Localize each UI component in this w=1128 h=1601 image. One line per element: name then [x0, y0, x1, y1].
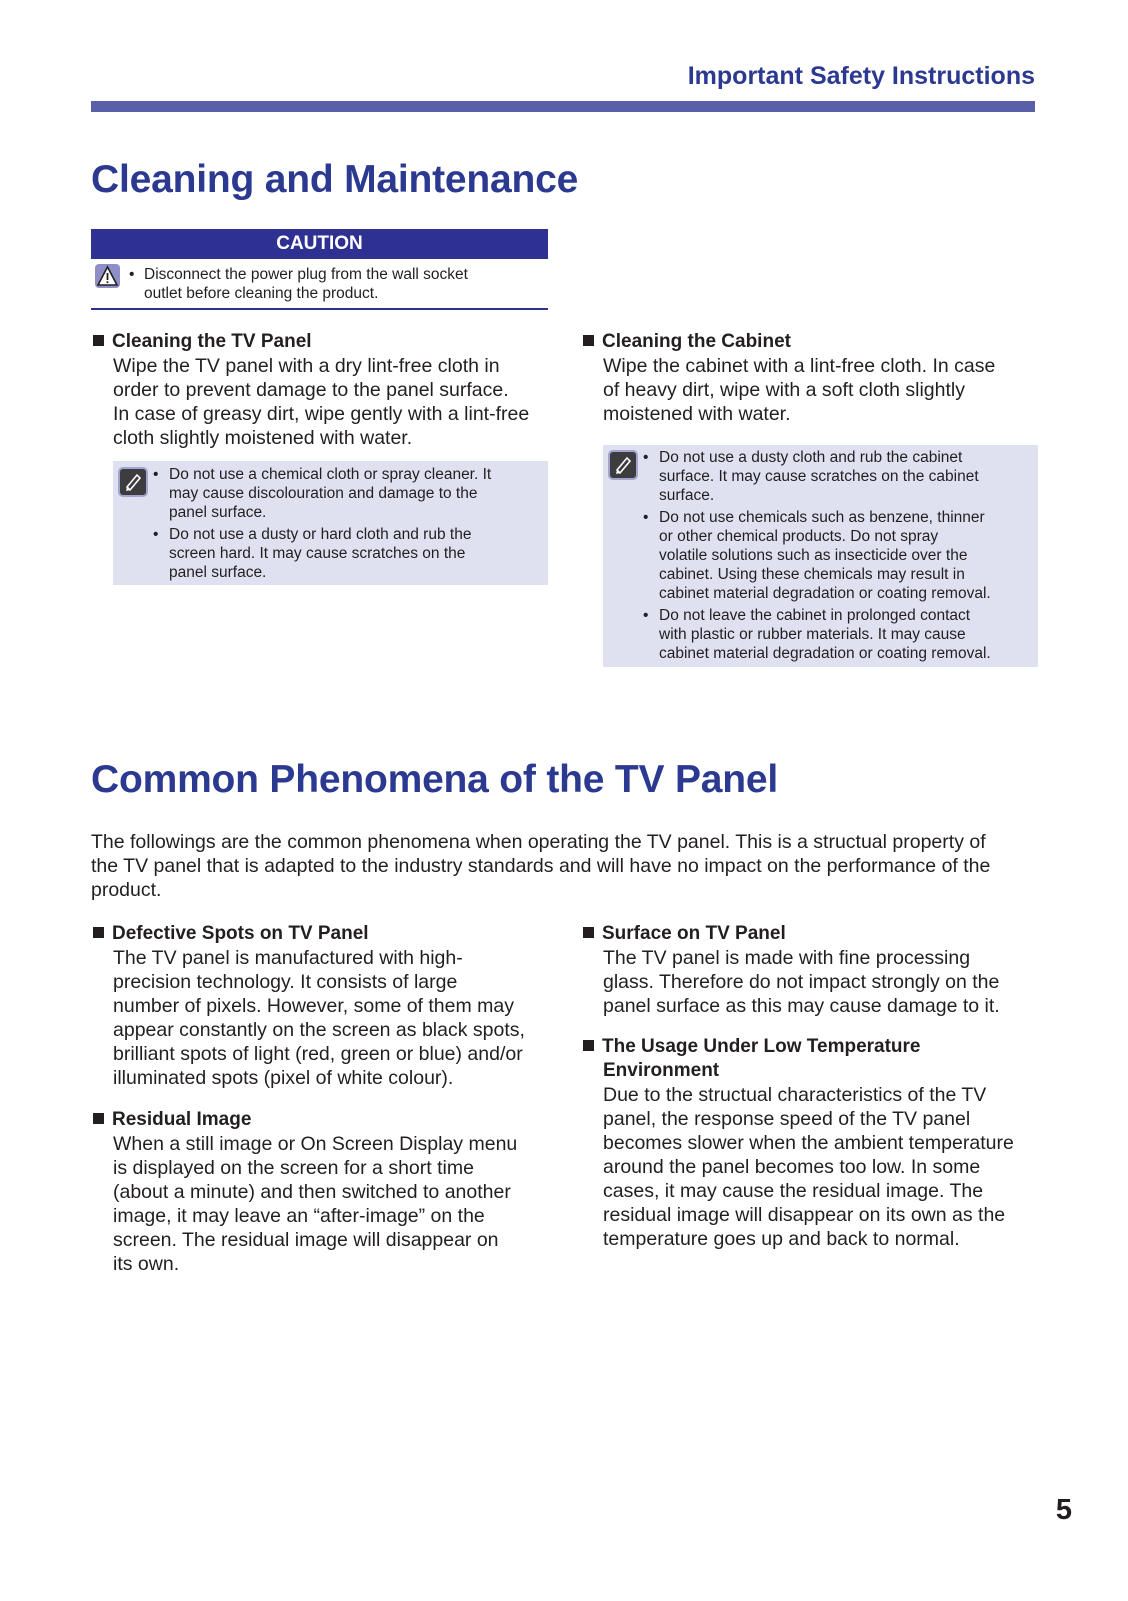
tv-panel-note-list [153, 465, 543, 585]
note-item: • Do not use a chemical cloth or spray cleaner. It may cause discolouration and damage to the panel surface. [153, 465, 543, 522]
pencil-note-icon [118, 467, 148, 497]
cabinet-block [583, 330, 1043, 426]
body-line: appear constantly on the screen as black spots, [113, 1019, 525, 1041]
section-title-cleaning: Cleaning and Maintenance [91, 158, 579, 201]
body-line: panel surface as this may cause damage to it. [603, 995, 1000, 1017]
body-line: precision technology. It consists of large [113, 971, 458, 993]
body-line: order to prevent damage to the panel surface. [113, 379, 509, 401]
running-header-title: Important Safety Instructions [687, 62, 1035, 90]
square-bullet-icon [93, 927, 104, 938]
subheading-defective-spots: Defective Spots on TV Panel [93, 922, 563, 946]
cabinet-note-list [643, 448, 1038, 666]
cabinet-note-box [603, 445, 1038, 667]
body-line: cloth slightly moistened with water. [113, 427, 413, 449]
body-line: Wipe the cabinet with a lint-free cloth. In case [603, 355, 996, 377]
page-number: 5 [1055, 1494, 1072, 1526]
body-line: number of pixels. However, some of them may [113, 995, 514, 1017]
header-rule [91, 101, 1035, 112]
surface-block [583, 922, 1053, 1018]
tv-panel-body [113, 354, 553, 450]
caution-line: Disconnect the power plug from the wall socket [144, 266, 468, 283]
body-line: The followings are the common phenomena when operating the TV panel. This is a structual property of [91, 831, 986, 853]
warning-triangle-icon [95, 264, 120, 288]
tv-panel-note-box [113, 461, 548, 585]
body-line: is displayed on the screen for a short time [113, 1157, 474, 1179]
body-line: residual image will disappear on its own as the [603, 1204, 1006, 1226]
body-line: Due to the structual characteristics of the TV [603, 1084, 987, 1106]
surface-body [603, 946, 1053, 1018]
body-line: The TV panel is made with fine processing [603, 947, 971, 969]
caution-text: • Disconnect the power plug from the wall socket outlet before cleaning the product. [144, 265, 544, 303]
body-line: illuminated spots (pixel of white colour). [113, 1067, 454, 1089]
cabinet-body [603, 354, 1043, 426]
body-line: (about a minute) and then switched to another [113, 1181, 511, 1203]
square-bullet-icon [583, 335, 594, 346]
note-item: • Do not leave the cabinet in prolonged contact with plastic or rubber materials. It may cause cabinet material degradation or coating removal. [643, 606, 1038, 663]
residual-image-block [93, 1108, 563, 1276]
pencil-note-icon [608, 450, 638, 480]
body-line: moistened with water. [603, 403, 791, 425]
subheading-low-temperature: The Usage Under Low Temperature [583, 1035, 1053, 1059]
body-line: Wipe the TV panel with a dry lint-free cloth in [113, 355, 500, 377]
square-bullet-icon [93, 1113, 104, 1124]
tv-panel-block [93, 330, 553, 450]
body-line: around the panel becomes too low. In some [603, 1156, 981, 1178]
square-bullet-icon [583, 927, 594, 938]
residual-image-body [113, 1132, 563, 1276]
body-line: panel, the response speed of the TV panel [603, 1108, 971, 1130]
defective-spots-body [113, 946, 563, 1090]
body-line: becomes slower when the ambient temperature [603, 1132, 1014, 1154]
body-line: temperature goes up and back to normal. [603, 1228, 960, 1250]
square-bullet-icon [583, 1040, 594, 1051]
caution-label: CAUTION [91, 229, 548, 259]
note-item: • Do not use a dusty or hard cloth and rub the screen hard. It may cause scratches on the panel surface. [153, 525, 543, 582]
caution-line: outlet before cleaning the product. [144, 285, 379, 302]
square-bullet-icon [93, 335, 104, 346]
subheading-low-temperature-line2: Environment [603, 1060, 720, 1081]
caution-box [91, 262, 548, 310]
subheading-surface: Surface on TV Panel [583, 922, 1053, 946]
body-line: The TV panel is manufactured with high- [113, 947, 463, 969]
body-line: brilliant spots of light (red, green or blue) and/or [113, 1043, 523, 1065]
subheading-cabinet: Cleaning the Cabinet [583, 330, 1043, 354]
low-temperature-block [583, 1035, 1053, 1251]
note-item: • Do not use chemicals such as benzene, thinner or other chemical products. Do not spray volatile solutions such as insecticide over the cabinet. Using these chemicals may result in cabinet material degradation or coating removal. [643, 508, 1038, 603]
section-title-phenomena: Common Phenomena of the TV Panel [91, 758, 779, 801]
body-line: of heavy dirt, wipe with a soft cloth slightly [603, 379, 965, 401]
body-line: When a still image or On Screen Display menu [113, 1133, 518, 1155]
body-line: In case of greasy dirt, wipe gently with a lint-free [113, 403, 530, 425]
low-temperature-body [603, 1083, 1053, 1251]
body-line: cases, it may cause the residual image. The [603, 1180, 984, 1202]
subheading-residual-image: Residual Image [93, 1108, 563, 1132]
note-item: • Do not use a dusty cloth and rub the cabinet surface. It may cause scratches on the cabinet surface. [643, 448, 1038, 505]
body-line: its own. [113, 1253, 180, 1275]
body-line: glass. Therefore do not impact strongly on the [603, 971, 1000, 993]
body-line: image, it may leave an “after-image” on the [113, 1205, 485, 1227]
body-line: product. [91, 879, 162, 901]
defective-spots-block [93, 922, 563, 1090]
phenomena-intro [91, 830, 1041, 902]
body-line: screen. The residual image will disappear on [113, 1229, 499, 1251]
subheading-tv-panel: Cleaning the TV Panel [93, 330, 553, 354]
body-line: the TV panel that is adapted to the industry standards and will have no impact on the performance of the [91, 855, 991, 877]
